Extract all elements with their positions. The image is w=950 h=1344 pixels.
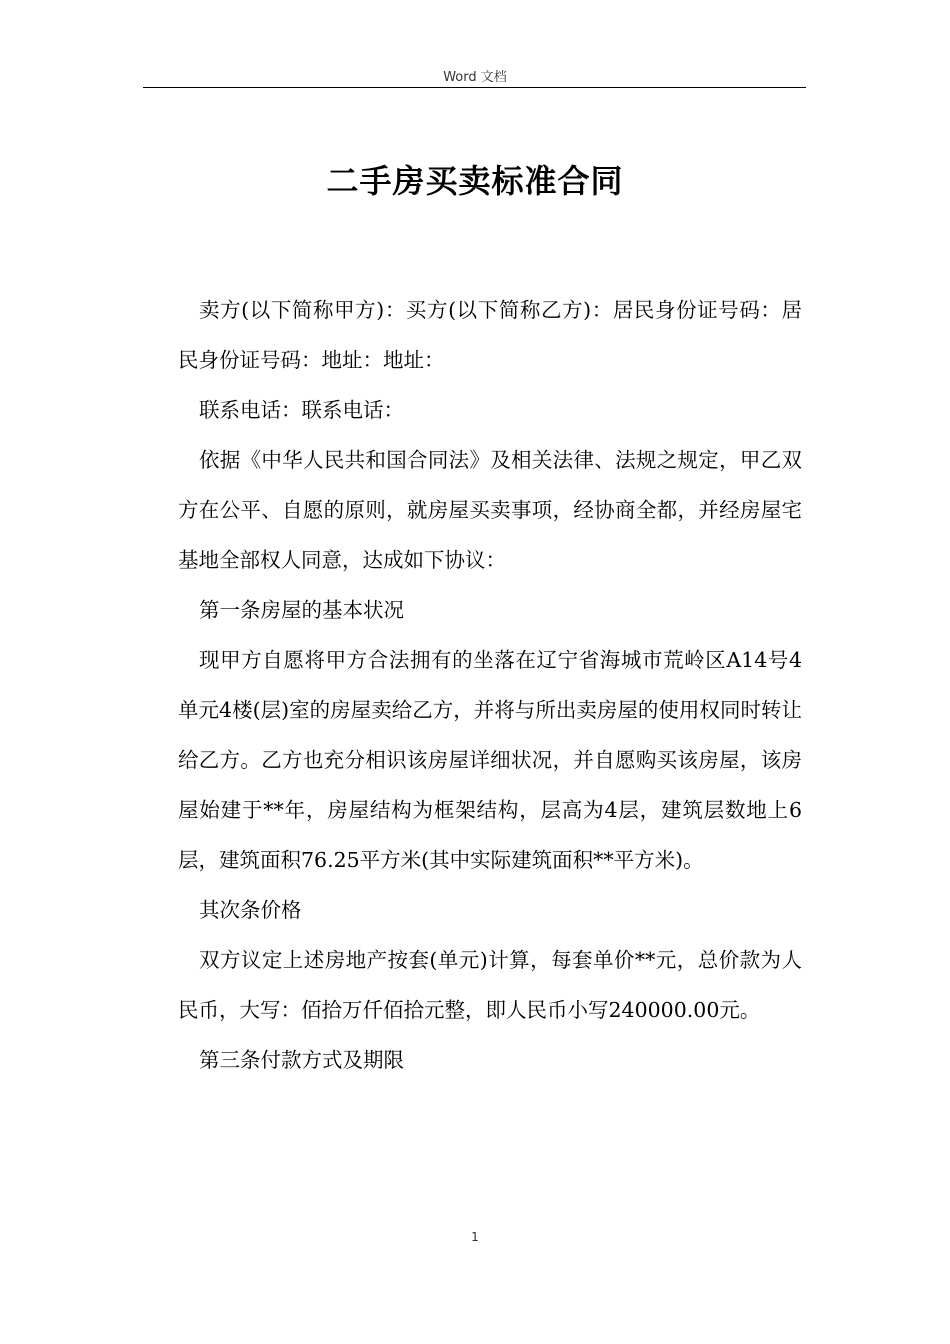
paragraph-parties: 卖方(以下简称甲方)：买方(以下简称乙方)：居民身份证号码：居民身份证号码：地址：地址： [178, 298, 802, 372]
document-title: 二手房买卖标准合同 [326, 162, 624, 200]
section-heading-article-1: 第一条房屋的基本状况 [199, 598, 404, 622]
section-heading-article-3: 第三条付款方式及期限 [199, 1048, 404, 1072]
paragraph-property-details: 现甲方自愿将甲方合法拥有的坐落在辽宁省海城市荒岭区A14号4单元4楼(层)室的房屋卖给乙方，并将与所出卖房屋的使用权同时转让给乙方。乙方也充分相识该房屋详细状况，并自愿购买该房屋，该房屋始建于**年，房屋结构为框架结构，层高为4层，建筑层数地上6层，建筑面积76.25平方米(其中实际建筑面积**平方米)。 [178, 648, 802, 872]
document-body [178, 285, 802, 1085]
paragraph-legal-basis: 依据《中华人民共和国合同法》及相关法律、法规之规定，甲乙双方在公平、自愿的原则，就房屋买卖事项，经协商全都，并经房屋宅基地全部权人同意，达成如下协议： [178, 448, 802, 572]
page-header: Word 文档 [443, 70, 507, 85]
page-number: 1 [471, 1230, 479, 1244]
paragraph-contact: 联系电话：联系电话： [199, 398, 404, 422]
header-divider [143, 87, 806, 88]
paragraph-price: 双方议定上述房地产按套(单元)计算，每套单价**元，总价款为人民币，大写：佰拾万仟佰拾元整，即人民币小写240000.00元。 [178, 948, 802, 1022]
section-heading-article-2: 其次条价格 [199, 898, 302, 922]
